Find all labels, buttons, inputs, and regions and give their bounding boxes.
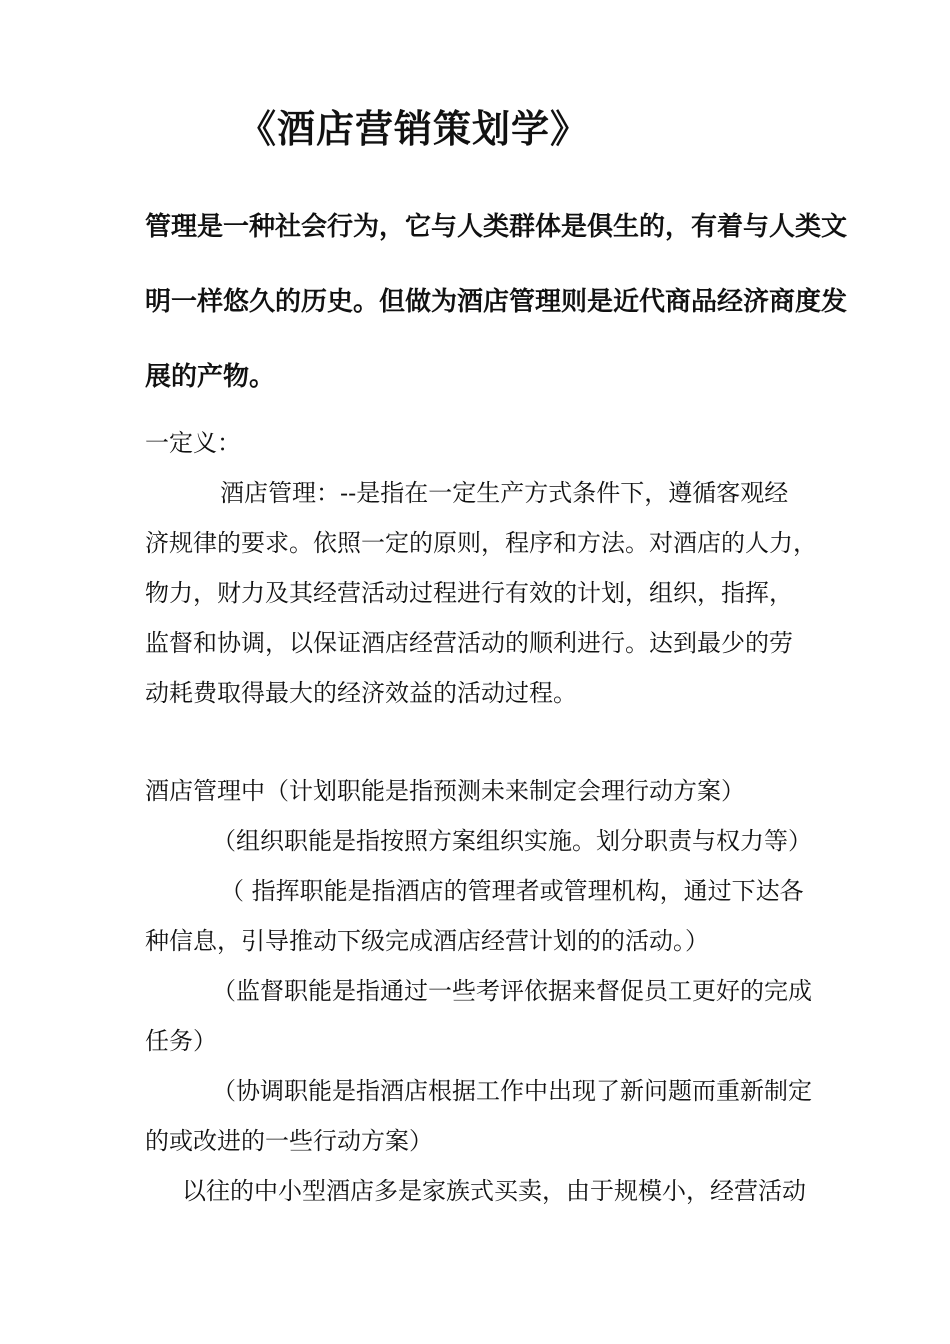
closing-line: 以往的中小型酒店多是家族式买卖，由于规模小，经营活动	[182, 1177, 806, 1205]
definition-heading: 一定义：	[145, 429, 241, 457]
definition-line-5: 动耗费取得最大的经济效益的活动过程。	[145, 679, 577, 707]
intro-line-2: 明一样悠久的历史。但做为酒店管理则是近代商品经济商度发	[145, 287, 848, 317]
definition-line-1: 酒店管理：--是指在一定生产方式条件下，遵循客观经	[220, 479, 789, 507]
intro-line-1: 管理是一种社会行为，它与人类群体是俱生的，有着与人类文	[145, 212, 848, 242]
functions-line-6: 任务）	[145, 1027, 217, 1055]
functions-line-2: （组织职能是指按照方案组织实施。划分职责与权力等）	[212, 827, 812, 855]
definition-line-4: 监督和协调，以保证酒店经营活动的顺利进行。达到最少的劳	[145, 629, 793, 657]
functions-line-1: 酒店管理中（计划职能是指预测未来制定会理行动方案）	[145, 777, 745, 805]
functions-line-7: （协调职能是指酒店根据工作中出现了新问题而重新制定	[212, 1077, 812, 1105]
intro-line-3: 展的产物。	[145, 362, 276, 392]
definition-line-3: 物力，财力及其经营活动过程进行有效的计划，组织，指挥，	[145, 579, 793, 607]
functions-line-3: （ 指挥职能是指酒店的管理者或管理机构，通过下达各	[220, 877, 804, 905]
definition-line-2: 济规律的要求。依照一定的原则，程序和方法。对酒店的人力，	[145, 529, 817, 557]
document-title: 《酒店营销策划学》	[238, 106, 590, 151]
functions-line-8: 的或改进的一些行动方案）	[145, 1127, 433, 1155]
functions-line-5: （监督职能是指通过一些考评依据来督促员工更好的完成	[212, 977, 812, 1005]
functions-line-4: 种信息，引导推动下级完成酒店经营计划的的活动。）	[145, 927, 709, 955]
